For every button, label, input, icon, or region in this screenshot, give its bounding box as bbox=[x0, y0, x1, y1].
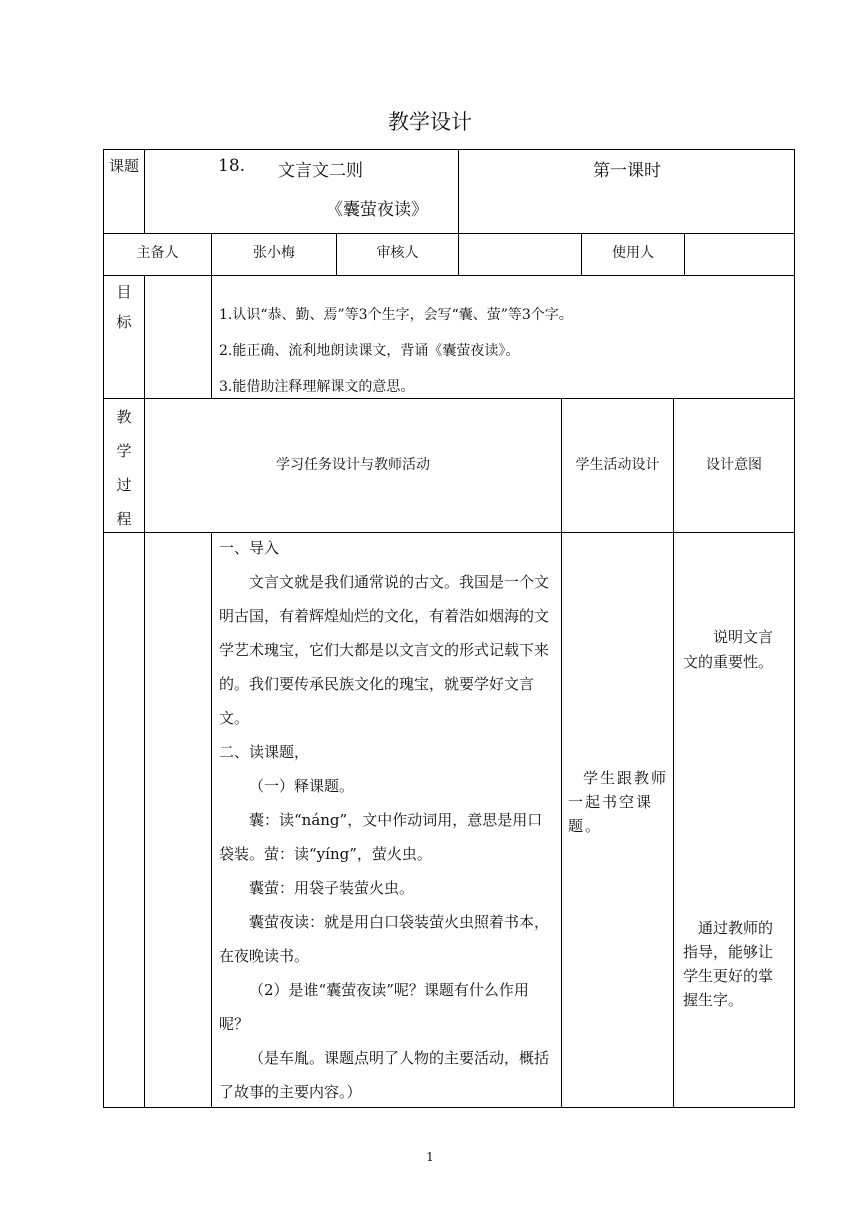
goal-item: 3.能借助注释理解课文的意思。 bbox=[219, 379, 415, 395]
section-intro-title: 一、导入 bbox=[219, 539, 280, 557]
col-student-activity: 学生活动设计 bbox=[575, 457, 660, 473]
reviewer-label: 审核人 bbox=[376, 245, 419, 261]
goals-list bbox=[219, 297, 573, 405]
preparer-name: 张小梅 bbox=[253, 245, 295, 261]
question-2: （2）是谁“囊萤夜读”呢？课题有什么作用呢？ bbox=[219, 981, 529, 1033]
nang-explanation: 囊：读“náng”，文中作动词用，意思是用口袋装。萤：读“yíng”，萤火虫。 bbox=[219, 811, 543, 863]
design-intent-2: 通过教师的指导，能够让学生更好的掌握生字。 bbox=[683, 919, 774, 1009]
teacher-activity-content bbox=[219, 531, 555, 1109]
section-intro-text: 文言文就是我们通常说的古文。我国是一个文明古国，有着辉煌灿烂的文化，有着浩如烟海的文学艺术瑰宝，它们大都是以文言文的形式记载下来的。我们要传承民族文化的瑰宝，就要学好文言文。 bbox=[219, 573, 550, 727]
title-explanation: 囊萤夜读：就是用白口袋装萤火虫照着书本，在夜晚读书。 bbox=[219, 913, 550, 965]
lesson-title: 文言文二则 bbox=[278, 161, 363, 181]
user-label: 使用人 bbox=[612, 245, 654, 261]
design-intent-1: 说明文言文的重要性。 bbox=[683, 628, 774, 671]
lesson-period: 第一课时 bbox=[593, 161, 661, 181]
lesson-label: 课题 bbox=[108, 157, 139, 175]
nangying-explanation: 囊萤：用袋子装萤火虫。 bbox=[249, 879, 415, 897]
answer-2: （是车胤。课题点明了人物的主要活动，概括了故事的主要内容。） bbox=[219, 1049, 550, 1101]
col-teacher-activity: 学习任务设计与教师活动 bbox=[276, 457, 430, 473]
preparer-label: 主备人 bbox=[136, 245, 179, 261]
process-label: 教学过程 bbox=[116, 408, 132, 528]
section-read-title: 二、读课题， bbox=[219, 743, 310, 761]
lesson-number: 18. bbox=[218, 156, 246, 176]
student-activity-text: 学生跟教师一起书空课题。 bbox=[568, 769, 669, 835]
lesson-subtitle: 《囊萤夜读》 bbox=[326, 200, 428, 220]
goal-item: 2.能正确、流利地朗读课文，背诵《囊萤夜读》。 bbox=[219, 343, 520, 359]
goal-item: 1.认识“恭、勤、焉”等3个生字，会写“囊、萤”等3个字。 bbox=[219, 307, 573, 323]
sub-explain-title: （一）释课题。 bbox=[249, 777, 355, 795]
page-number: 1 bbox=[426, 1150, 434, 1164]
document-title: 教学设计 bbox=[388, 110, 472, 134]
col-design-intent: 设计意图 bbox=[706, 457, 762, 473]
goals-label: 目标 bbox=[116, 283, 132, 331]
